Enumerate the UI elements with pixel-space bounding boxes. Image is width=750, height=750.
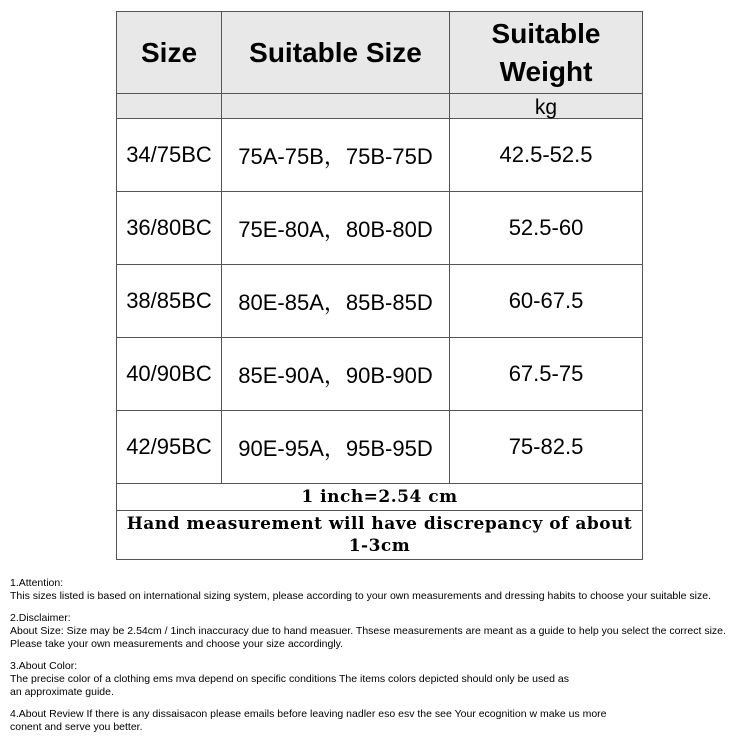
- table-row: [117, 192, 643, 265]
- measure-note: Hand measurement will have discrepancy of about 1-3cm: [117, 511, 643, 560]
- attention-text: This sizes listed is based on international sizing system, please according to your own measurements and dressing habits to choose your suitable size.: [10, 590, 711, 602]
- color-title: 3.About Color:: [10, 660, 78, 672]
- header-suitable-size: Suitable Size: [222, 12, 450, 94]
- color-text-2: an approximate guide.: [10, 686, 114, 698]
- row-size: 38/85BC: [117, 265, 222, 338]
- row-weight: 60-67.5: [450, 265, 643, 338]
- inch-note-row: [117, 484, 643, 511]
- disclaimer-text-1: About Size: Size may be 2.54cm / 1inch inaccuracy due to hand measuer. Thsese measurements are meant as a guide to help you select the correct size.: [10, 625, 726, 637]
- review-text-2: conent and serve you better.: [10, 721, 143, 733]
- disclaimer-title: 2.Disclaimer:: [10, 612, 71, 624]
- row-weight: 52.5-60: [450, 192, 643, 265]
- row-weight: 67.5-75: [450, 338, 643, 411]
- unit-blank-2: [222, 94, 450, 119]
- measure-note-row: [117, 511, 643, 560]
- table-row: [117, 265, 643, 338]
- row-size: 36/80BC: [117, 192, 222, 265]
- row-suitable-size: 80E-85A，85B-85D: [222, 265, 450, 338]
- row-weight: 42.5-52.5: [450, 119, 643, 192]
- row-size: 40/90BC: [117, 338, 222, 411]
- row-suitable-size: 75A-75B，75B-75D: [222, 119, 450, 192]
- color-text-1: The precise color of a clothing ems mva depend on specific conditions The items colors depicted should only be used as: [10, 673, 569, 685]
- table-row: [117, 338, 643, 411]
- unit-weight: kg: [450, 94, 643, 119]
- header-size: Size: [117, 12, 222, 94]
- row-weight: 75-82.5: [450, 411, 643, 484]
- attention-title: 1.Attention:: [10, 577, 64, 589]
- table-row: [117, 411, 643, 484]
- row-size: 34/75BC: [117, 119, 222, 192]
- review-text-1: 4.About Review If there is any dissaisacon please emails before leaving nadler eso esv the see Your ecognition w make us more: [10, 708, 607, 720]
- row-size: 42/95BC: [117, 411, 222, 484]
- row-suitable-size: 85E-90A，90B-90D: [222, 338, 450, 411]
- row-suitable-size: 90E-95A，95B-95D: [222, 411, 450, 484]
- row-suitable-size: 75E-80A，80B-80D: [222, 192, 450, 265]
- inch-note: 1 inch=2.54 cm: [117, 484, 643, 511]
- unit-row: [117, 94, 643, 119]
- size-chart-table: [116, 11, 643, 560]
- table-header-row: [117, 12, 643, 94]
- header-suitable-weight: Suitable Weight: [450, 12, 643, 94]
- unit-blank-1: [117, 94, 222, 119]
- disclaimer-text-2: Please take your own measurements and choose your size accordingly.: [10, 638, 344, 650]
- notes-section: [10, 577, 748, 734]
- table-row: [117, 119, 643, 192]
